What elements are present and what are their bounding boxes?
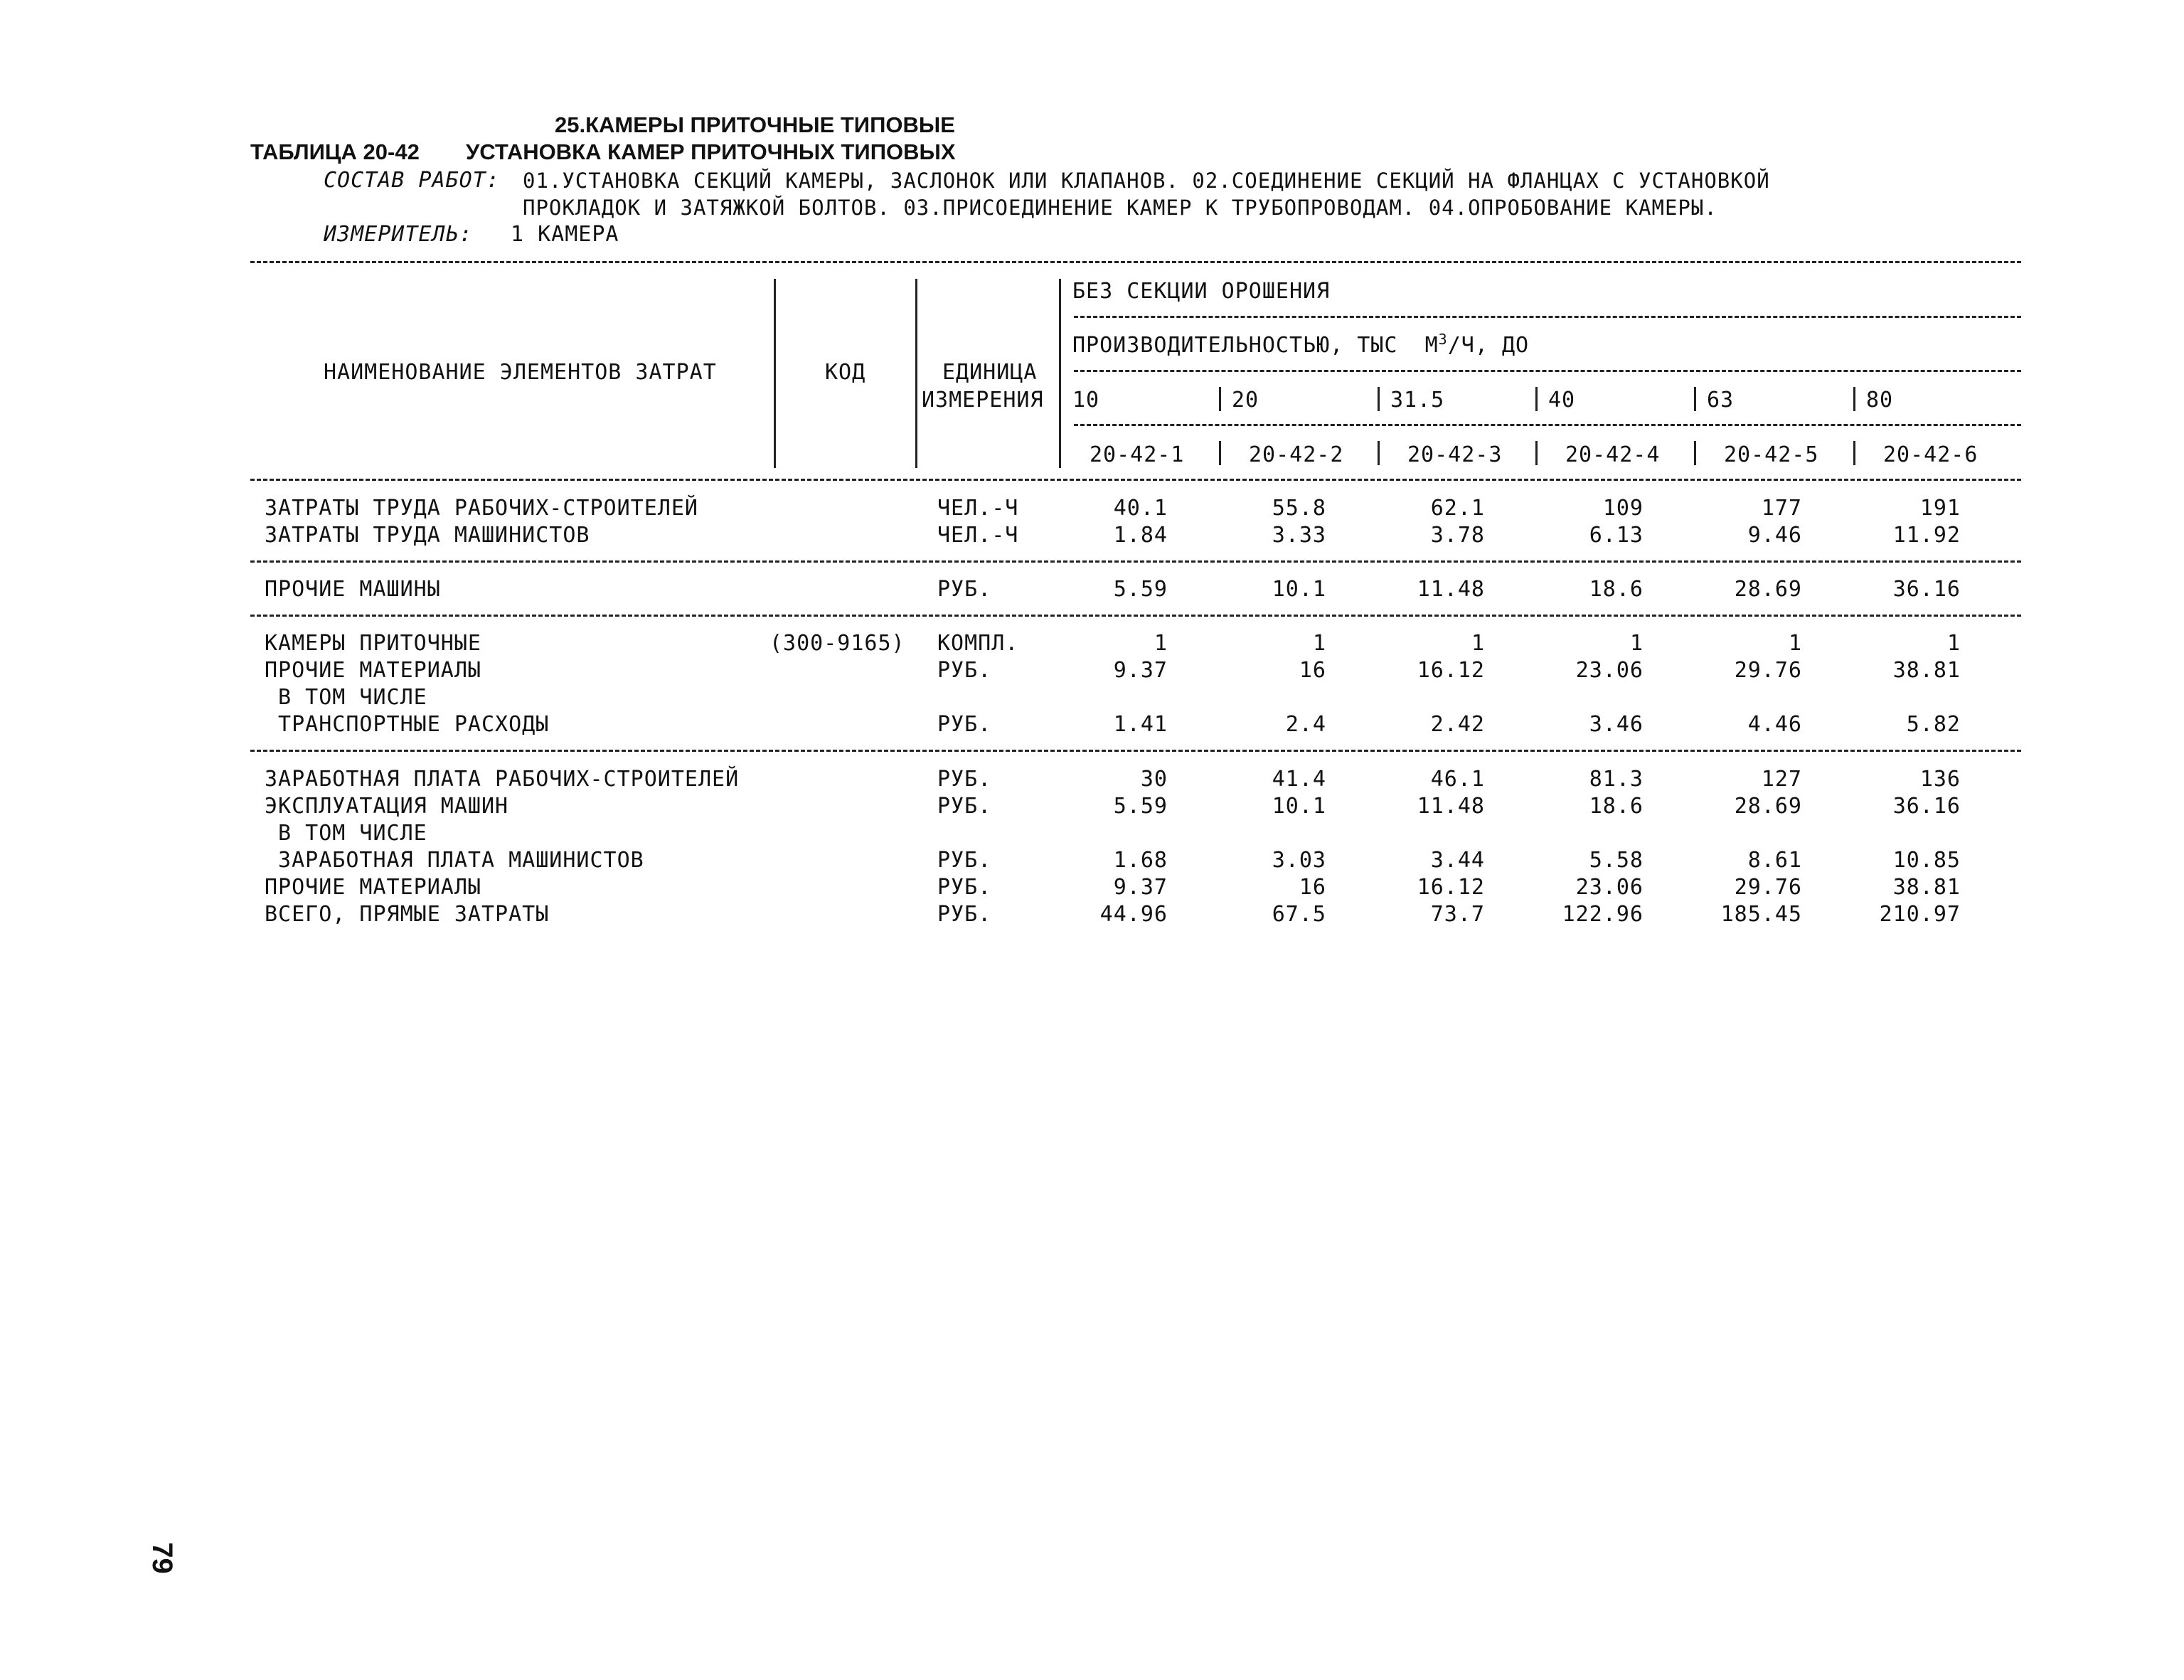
row-unit: РУБ.: [937, 767, 992, 792]
row-name: ЗАРАБОТНАЯ ПЛАТА МАШИНИСТОВ: [265, 848, 644, 873]
capacity-2: 20: [1232, 388, 1259, 413]
row-value-2: 16: [1299, 875, 1326, 900]
row-value-1: 40.1: [1113, 496, 1168, 521]
row-value-6: 36.16: [1892, 794, 1961, 819]
row-value-6: 191: [1919, 496, 1961, 521]
header-rule-3: [1074, 424, 2021, 426]
row-value-2: 2.4: [1285, 712, 1326, 737]
row-unit: РУБ.: [937, 848, 992, 873]
group-header-2: [1072, 333, 1529, 358]
row-name: ВСЕГО, ПРЯМЫЕ ЗАТРАТЫ: [265, 902, 550, 927]
row-value-6: 38.81: [1892, 875, 1961, 900]
section-title: 25.КАМЕРЫ ПРИТОЧНЫЕ ТИПОВЫЕ: [555, 112, 955, 137]
group-rule-3: [250, 750, 2021, 752]
column-code-5: 20-42-5: [1724, 442, 1819, 467]
row-value-2: 55.8: [1272, 496, 1326, 521]
row-unit: ЧЕЛ.-Ч: [937, 523, 1019, 548]
row-value-5: 127: [1761, 767, 1802, 792]
row-name: ЭКСПЛУАТАЦИЯ МАШИН: [265, 794, 509, 819]
row-value-2: 1: [1312, 631, 1326, 656]
row-value-2: 16: [1299, 658, 1326, 683]
row-code: (300-9165): [769, 631, 905, 656]
row-value-1: 9.37: [1113, 658, 1168, 683]
row-value-2: 10.1: [1272, 794, 1326, 819]
row-value-5: 29.76: [1734, 658, 1802, 683]
table-top-rule: [250, 261, 2021, 263]
row-value-3: 73.7: [1430, 902, 1485, 927]
row-value-3: 16.12: [1417, 875, 1485, 900]
row-name: ПРОЧИЕ МАТЕРИАЛЫ: [265, 658, 481, 683]
column-code-1: 20-42-1: [1090, 442, 1185, 467]
row-name: ЗАРАБОТНАЯ ПЛАТА РАБОЧИХ-СТРОИТЕЛЕЙ: [265, 767, 740, 792]
row-unit: РУБ.: [937, 577, 992, 602]
row-value-2: 67.5: [1272, 902, 1326, 927]
row-value-6: 11.92: [1892, 523, 1961, 548]
page-number: 79: [146, 1542, 178, 1574]
capacity-6: 80: [1866, 388, 1894, 413]
header-rule-2: [1074, 370, 2021, 372]
row-value-6: 10.85: [1892, 848, 1961, 873]
row-value-5: 29.76: [1734, 875, 1802, 900]
row-value-4: 5.58: [1589, 848, 1644, 873]
work-line-1: 01.УСТАНОВКА СЕКЦИЙ КАМЕРЫ, ЗАСЛОНОК ИЛИ КЛАПАНОВ. 02.СОЕДИНЕНИЕ СЕКЦИЙ НА ФЛАНЦАХ С УСТАНОВКОЙ: [523, 169, 1770, 193]
row-name: ПРОЧИЕ МАТЕРИАЛЫ: [265, 875, 481, 900]
row-value-5: 9.46: [1747, 523, 1802, 548]
row-unit: РУБ.: [937, 658, 992, 683]
row-value-5: 177: [1761, 496, 1802, 521]
row-value-6: 136: [1919, 767, 1961, 792]
row-value-3: 11.48: [1417, 577, 1485, 602]
row-name: ЗАТРАТЫ ТРУДА РАБОЧИХ-СТРОИТЕЛЕЙ: [265, 496, 698, 521]
measure-value: 1 КАМЕРА: [511, 222, 619, 247]
row-value-1: 44.96: [1099, 902, 1168, 927]
table-label: ТАБЛИЦА 20-42: [250, 139, 420, 164]
measure-label: ИЗМЕРИТЕЛЬ:: [324, 222, 473, 247]
row-value-2: 3.03: [1272, 848, 1326, 873]
divider-code-4: [1535, 441, 1538, 465]
divider-code-6: [1853, 441, 1855, 465]
row-value-2: 3.33: [1272, 523, 1326, 548]
row-value-1: 5.59: [1113, 794, 1168, 819]
group-header-1: БЕЗ СЕКЦИИ ОРОШЕНИЯ: [1072, 279, 1331, 304]
row-name: ЗАТРАТЫ ТРУДА МАШИНИСТОВ: [265, 523, 590, 548]
row-value-4: 23.06: [1575, 875, 1644, 900]
work-line-2: ПРОКЛАДОК И ЗАТЯЖКОЙ БОЛТОВ. 03.ПРИСОЕДИНЕНИЕ КАМЕР К ТРУБОПРОВОДАМ. 04.ОПРОБОВАНИЕ КАМЕРЫ.: [523, 196, 1717, 220]
row-name: В ТОМ ЧИСЛЕ: [265, 685, 427, 710]
capacity-4: 40: [1548, 388, 1576, 413]
row-value-2: 10.1: [1272, 577, 1326, 602]
row-name: В ТОМ ЧИСЛЕ: [265, 821, 427, 846]
row-value-4: 6.13: [1589, 523, 1644, 548]
row-value-3: 11.48: [1417, 794, 1485, 819]
row-value-1: 1.68: [1113, 848, 1168, 873]
row-value-1: 1.84: [1113, 523, 1168, 548]
row-value-4: 18.6: [1589, 794, 1644, 819]
header-rule-1: [1074, 316, 2021, 318]
divider-cap-5: [1694, 387, 1696, 411]
row-value-1: 1: [1154, 631, 1168, 656]
header-bottom-rule: [250, 479, 2021, 481]
group-rule-2: [250, 615, 2021, 617]
row-name: КАМЕРЫ ПРИТОЧНЫЕ: [265, 631, 481, 656]
divider-cap-6: [1853, 387, 1855, 411]
group-header-2-prefix: ПРОИЗВОДИТЕЛЬНОСТЬЮ, ТЫС М: [1072, 333, 1439, 358]
unit-column-header-2: ИЗМЕРЕНИЯ: [922, 388, 1044, 413]
column-code-6: 20-42-6: [1883, 442, 1978, 467]
row-value-1: 5.59: [1113, 577, 1168, 602]
row-value-5: 8.61: [1747, 848, 1802, 873]
row-name: ПРОЧИЕ МАШИНЫ: [265, 577, 441, 602]
divider-code-3: [1378, 441, 1380, 465]
row-value-5: 28.69: [1734, 577, 1802, 602]
capacity-5: 63: [1707, 388, 1735, 413]
row-unit: КОМПЛ.: [937, 631, 1019, 656]
divider-cap-2: [1219, 387, 1221, 411]
row-value-3: 3.78: [1430, 523, 1485, 548]
row-value-6: 210.97: [1879, 902, 1961, 927]
row-value-3: 2.42: [1430, 712, 1485, 737]
column-code-3: 20-42-3: [1407, 442, 1503, 467]
row-value-3: 62.1: [1430, 496, 1485, 521]
divider-code-5: [1694, 441, 1696, 465]
capacity-1: 10: [1072, 388, 1100, 413]
row-value-5: 4.46: [1747, 712, 1802, 737]
row-value-6: 1: [1946, 631, 1961, 656]
divider-cap-3: [1378, 387, 1380, 411]
group-header-2-sup: 3: [1438, 331, 1448, 348]
row-unit: РУБ.: [937, 794, 992, 819]
row-value-1: 1.41: [1113, 712, 1168, 737]
divider-name-code: [774, 279, 776, 468]
row-name: ТРАНСПОРТНЫЕ РАСХОДЫ: [265, 712, 550, 737]
group-rule-1: [250, 560, 2021, 563]
row-value-4: 3.46: [1589, 712, 1644, 737]
column-code-4: 20-42-4: [1565, 442, 1661, 467]
row-unit: РУБ.: [937, 712, 992, 737]
row-value-6: 38.81: [1892, 658, 1961, 683]
code-column-header: КОД: [825, 360, 866, 385]
row-value-4: 18.6: [1589, 577, 1644, 602]
row-value-2: 41.4: [1272, 767, 1326, 792]
row-value-4: 109: [1602, 496, 1644, 521]
row-value-3: 1: [1471, 631, 1485, 656]
row-value-6: 36.16: [1892, 577, 1961, 602]
row-value-6: 5.82: [1906, 712, 1961, 737]
row-unit: ЧЕЛ.-Ч: [937, 496, 1019, 521]
row-value-4: 81.3: [1589, 767, 1644, 792]
row-value-5: 185.45: [1720, 902, 1802, 927]
row-value-5: 28.69: [1734, 794, 1802, 819]
row-unit: РУБ.: [937, 875, 992, 900]
row-value-1: 30: [1140, 767, 1168, 792]
divider-code-2: [1219, 441, 1221, 465]
row-value-3: 16.12: [1417, 658, 1485, 683]
row-value-1: 9.37: [1113, 875, 1168, 900]
row-value-3: 46.1: [1430, 767, 1485, 792]
work-label: СОСТАВ РАБОТ:: [324, 168, 500, 193]
row-value-4: 122.96: [1562, 902, 1644, 927]
unit-column-header-1: ЕДИНИЦА: [942, 360, 1038, 385]
row-value-4: 23.06: [1575, 658, 1644, 683]
row-value-3: 3.44: [1430, 848, 1485, 873]
group-header-2-suffix: /Ч, ДО: [1447, 333, 1530, 358]
table-title: УСТАНОВКА КАМЕР ПРИТОЧНЫХ ТИПОВЫХ: [466, 139, 956, 164]
row-value-4: 1: [1629, 631, 1644, 656]
row-unit: РУБ.: [937, 902, 992, 927]
capacity-3: 31.5: [1390, 388, 1445, 413]
divider-cap-4: [1535, 387, 1538, 411]
divider-code-unit: [915, 279, 917, 468]
row-value-5: 1: [1788, 631, 1802, 656]
divider-unit-values: [1059, 279, 1061, 468]
name-column-header: НАИМЕНОВАНИЕ ЭЛЕМЕНТОВ ЗАТРАТ: [324, 360, 717, 385]
column-code-2: 20-42-2: [1249, 442, 1344, 467]
